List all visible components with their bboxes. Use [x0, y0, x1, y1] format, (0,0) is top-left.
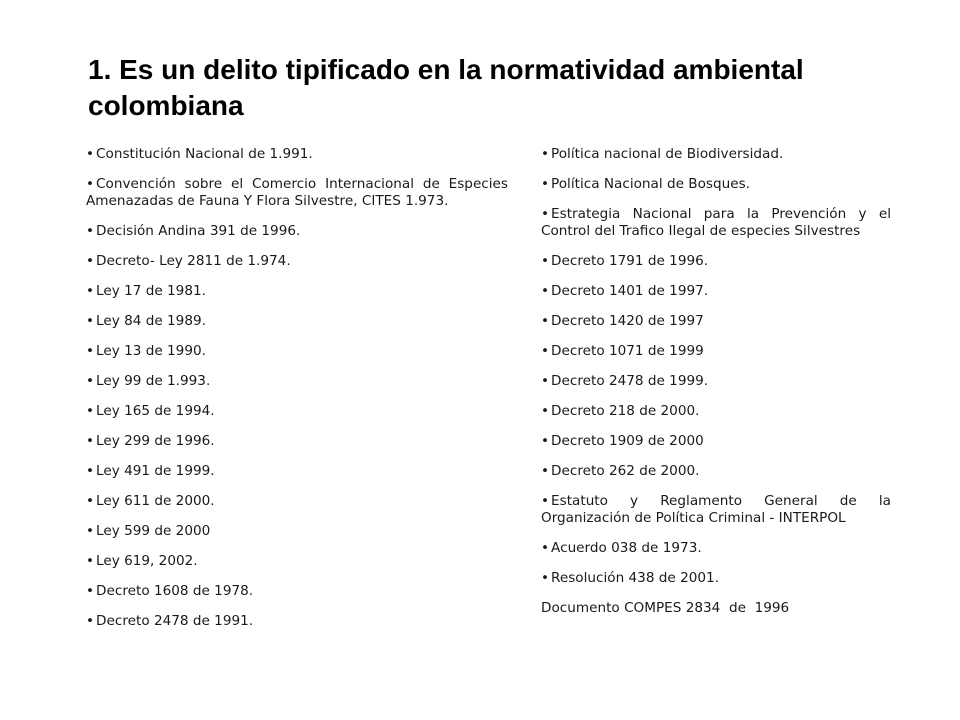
bullet-icon: •	[541, 206, 550, 222]
list-item	[86, 583, 508, 600]
list-item-text: Decreto 1420 de 1997	[551, 313, 704, 329]
bullet-icon: •	[541, 283, 550, 299]
list-item	[541, 493, 891, 527]
list-item	[541, 313, 891, 330]
list-item	[86, 253, 508, 270]
list-item-text: Estatuto y Reglamento General de la Organización de Política Criminal - INTERPOL	[541, 493, 891, 526]
list-item-text: Decisión Andina 391 de 1996.	[96, 223, 301, 239]
list-item-text: Resolución 438 de 2001.	[551, 570, 720, 586]
list-item-text: Ley 99 de 1.993.	[96, 373, 211, 389]
bullet-icon: •	[86, 433, 95, 449]
list-item	[86, 493, 508, 510]
list-item	[86, 613, 508, 630]
list-item	[541, 570, 891, 587]
left-list	[86, 146, 508, 630]
bullet-icon: •	[541, 540, 550, 556]
bullet-icon: •	[541, 433, 550, 449]
list-item-text: Decreto 1909 de 2000	[551, 433, 704, 449]
list-item-text: Ley 299 de 1996.	[96, 433, 215, 449]
list-item	[86, 313, 508, 330]
left-column	[86, 146, 508, 643]
bullet-icon: •	[86, 343, 95, 359]
list-item	[541, 433, 891, 450]
list-item-text: Ley 619, 2002.	[96, 553, 198, 569]
bullet-icon: •	[541, 176, 550, 192]
bullet-icon: •	[86, 253, 95, 269]
list-item-text: Decreto 1791 de 1996.	[551, 253, 709, 269]
list-item-text: Política nacional de Biodiversidad.	[551, 146, 784, 162]
list-item	[541, 283, 891, 300]
bullet-icon: •	[86, 493, 95, 509]
bullet-icon: •	[86, 463, 95, 479]
list-item-text: Decreto 2478 de 1999.	[551, 373, 709, 389]
list-item-text: Política Nacional de Bosques.	[551, 176, 751, 192]
list-item-text: Ley 17 de 1981.	[96, 283, 206, 299]
list-item	[86, 403, 508, 420]
list-item-text: Ley 611 de 2000.	[96, 493, 215, 509]
bullet-icon: •	[541, 343, 550, 359]
list-item-text: Ley 84 de 1989.	[96, 313, 206, 329]
list-item-text: Ley 599 de 2000	[96, 523, 211, 539]
list-item	[86, 146, 508, 163]
bullet-icon: •	[541, 253, 550, 269]
list-item	[86, 373, 508, 390]
list-item-text: Decreto 262 de 2000.	[551, 463, 700, 479]
list-item-text: Convención sobre el Comercio Internacional de Especies Amenazadas de Fauna Y Flora Silvestre, CITES 1.973.	[86, 176, 508, 209]
bullet-icon: •	[86, 283, 95, 299]
list-item-text: Ley 165 de 1994.	[96, 403, 215, 419]
list-item	[541, 373, 891, 390]
bullet-icon: •	[86, 146, 95, 162]
list-item-text: Constitución Nacional de 1.991.	[96, 146, 313, 162]
list-item-text: Decreto 2478 de 1991.	[96, 613, 254, 629]
list-item	[541, 540, 891, 557]
list-item-text: Acuerdo 038 de 1973.	[551, 540, 702, 556]
bullet-icon: •	[86, 373, 95, 389]
right-list	[541, 146, 891, 587]
bullet-icon: •	[86, 613, 95, 629]
list-item	[86, 283, 508, 300]
slide-title: 1. Es un delito tipificado en la normatividad ambiental colombiana	[88, 54, 804, 121]
bullet-icon: •	[541, 373, 550, 389]
list-item	[86, 523, 508, 540]
list-item-text: Ley 491 de 1999.	[96, 463, 215, 479]
bullet-icon: •	[86, 176, 95, 192]
right-column	[541, 146, 891, 617]
list-item	[86, 343, 508, 360]
bullet-icon: •	[86, 583, 95, 599]
list-item	[86, 433, 508, 450]
bullet-icon: •	[541, 463, 550, 479]
list-item-text: Decreto 218 de 2000.	[551, 403, 700, 419]
bullet-icon: •	[86, 523, 95, 539]
list-item	[86, 553, 508, 570]
bullet-icon: •	[541, 493, 550, 509]
list-item	[541, 403, 891, 420]
right-footer-text: Documento COMPES 2834 de 1996	[541, 600, 790, 616]
bullet-icon: •	[541, 570, 550, 586]
list-item-text: Decreto 1071 de 1999	[551, 343, 704, 359]
list-item	[86, 223, 508, 240]
list-item-text: Decreto 1401 de 1997.	[551, 283, 709, 299]
bullet-icon: •	[86, 553, 95, 569]
list-item	[541, 206, 891, 240]
list-item	[541, 146, 891, 163]
bullet-icon: •	[86, 403, 95, 419]
list-item-text: Estrategia Nacional para la Prevención y el Control del Trafico Ilegal de especies Silvestres	[541, 206, 891, 239]
list-item-text: Ley 13 de 1990.	[96, 343, 206, 359]
bullet-icon: •	[86, 223, 95, 239]
bullet-icon: •	[541, 403, 550, 419]
bullet-icon: •	[86, 313, 95, 329]
list-item	[541, 463, 891, 480]
bullet-icon: •	[541, 313, 550, 329]
list-item	[86, 463, 508, 480]
list-item-text: Decreto- Ley 2811 de 1.974.	[96, 253, 291, 269]
list-item	[541, 343, 891, 360]
list-item	[541, 176, 891, 193]
list-item-text: Decreto 1608 de 1978.	[96, 583, 254, 599]
list-item	[541, 253, 891, 270]
bullet-icon: •	[541, 146, 550, 162]
list-item	[86, 176, 508, 210]
